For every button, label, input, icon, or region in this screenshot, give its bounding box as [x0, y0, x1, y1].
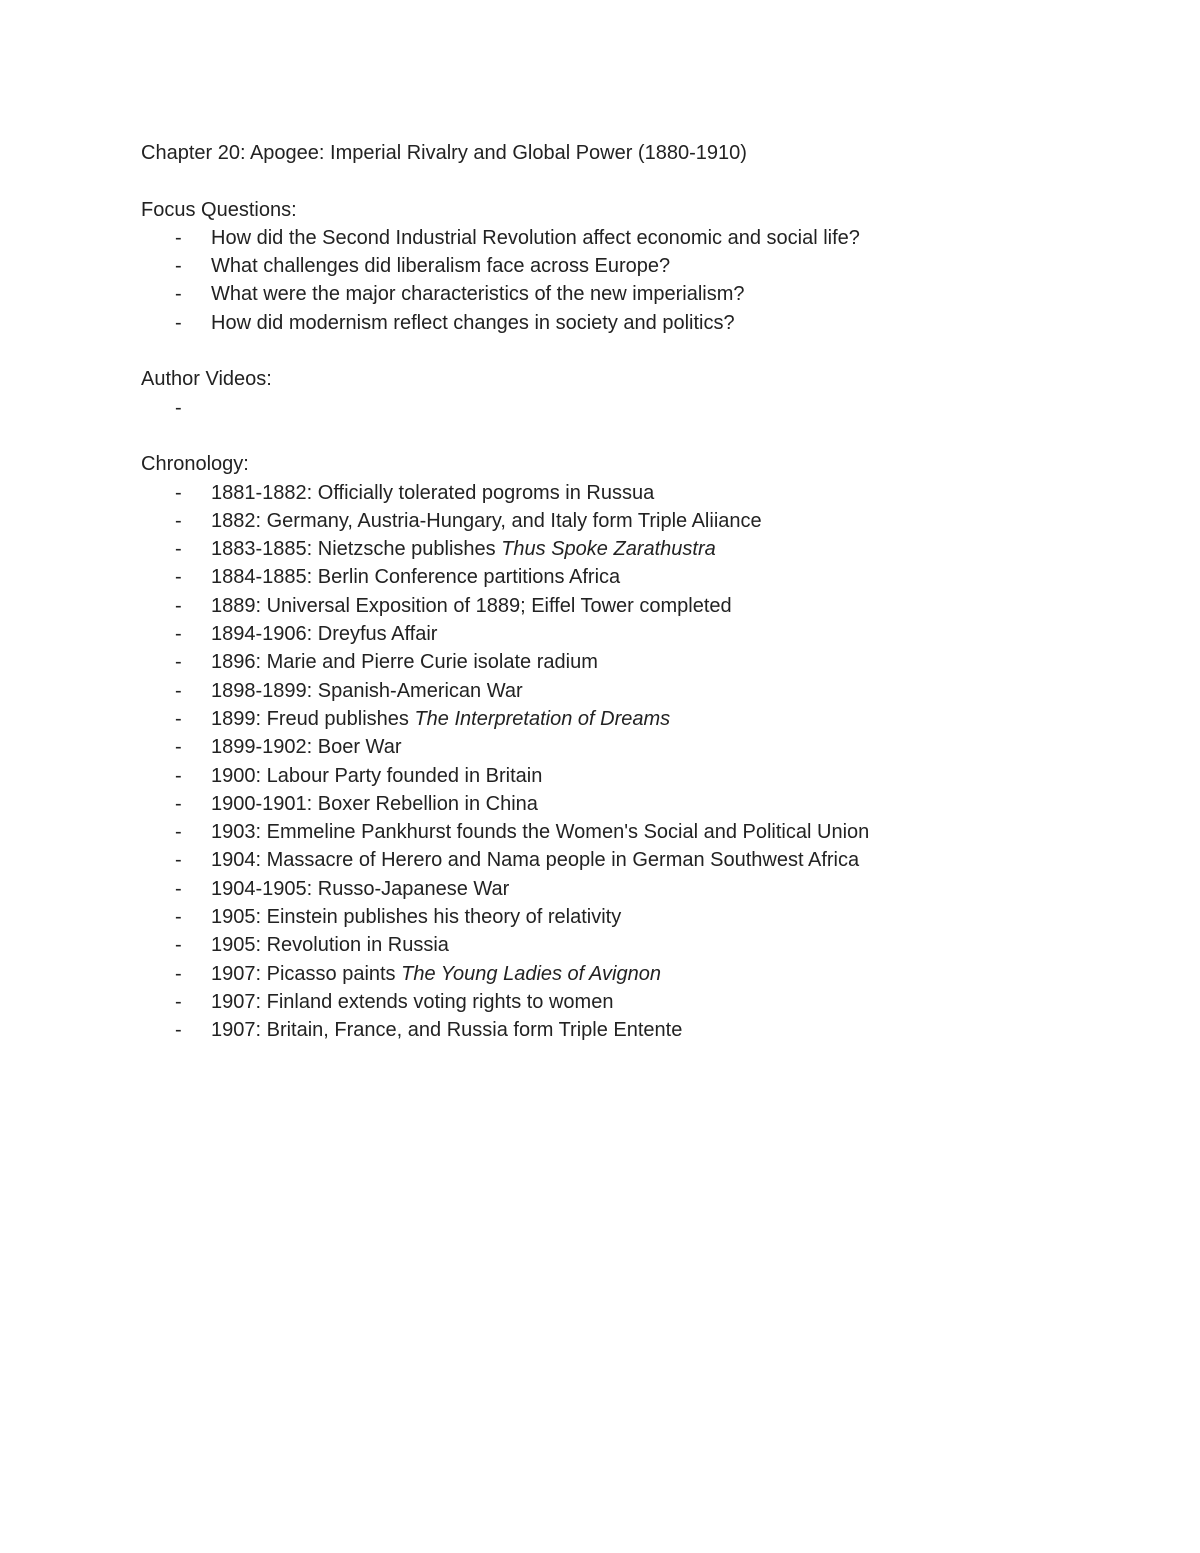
dash-bullet: -	[175, 764, 182, 787]
document-page	[141, 139, 1141, 1045]
list-item	[141, 960, 1141, 988]
dash-bullet: -	[175, 736, 182, 759]
dash-bullet: -	[175, 849, 182, 872]
dash-bullet: -	[175, 623, 182, 646]
list-item	[141, 705, 1141, 733]
chronology-text: 1883-1885: Nietzsche publishes	[211, 538, 502, 561]
chronology-text: 1904: Massacre of Herero and Nama people in German Southwest Africa	[211, 849, 860, 872]
dash-bullet: -	[175, 877, 182, 900]
chronology-work-title: The Young Ladies of Avignon	[401, 962, 661, 985]
chronology-text: 1900: Labour Party founded in Britain	[211, 764, 543, 787]
list-item	[141, 903, 1141, 931]
list-item	[141, 252, 1141, 280]
dash-bullet: -	[175, 679, 182, 702]
chronology-text: 1900-1901: Boxer Rebellion in China	[211, 792, 538, 815]
list-item	[141, 224, 1141, 252]
chronology-text: 1896: Marie and Pierre Curie isolate radium	[211, 651, 598, 674]
dash-bullet: -	[175, 906, 182, 929]
spacer	[141, 422, 1141, 450]
chronology-text: 1884-1885: Berlin Conference partitions Africa	[211, 566, 621, 589]
dash-bullet: -	[175, 311, 182, 334]
focus-question-text: How did the Second Industrial Revolution affect economic and social life?	[211, 226, 860, 249]
dash-bullet: -	[175, 255, 182, 278]
focus-question-text: What challenges did liberalism face across Europe?	[211, 255, 671, 278]
dash-bullet: -	[175, 594, 182, 617]
dash-bullet: -	[175, 396, 182, 419]
list-item	[141, 309, 1141, 337]
dash-bullet: -	[175, 1019, 182, 1042]
list-item	[141, 931, 1141, 959]
chronology-text: 1903: Emmeline Pankhurst founds the Women's Social and Political Union	[211, 821, 870, 844]
list-item	[141, 592, 1141, 620]
chronology-text: 1907: Britain, France, and Russia form Triple Entente	[211, 1019, 683, 1042]
dash-bullet: -	[175, 538, 182, 561]
chronology-text: 1905: Einstein publishes his theory of relativity	[211, 906, 622, 929]
list-item	[141, 762, 1141, 790]
focus-question-text: What were the major characteristics of the new imperialism?	[211, 283, 745, 306]
dash-bullet: -	[175, 226, 182, 249]
chronology-text: 1904-1905: Russo-Japanese War	[211, 877, 510, 900]
dash-bullet: -	[175, 962, 182, 985]
chronology-text: 1894-1906: Dreyfus Affair	[211, 623, 438, 646]
chronology-heading: Chronology:	[141, 453, 249, 476]
chronology-text: 1907: Finland extends voting rights to women	[211, 990, 614, 1013]
list-item	[141, 648, 1141, 676]
list-item	[141, 394, 1141, 422]
list-item	[141, 620, 1141, 648]
dash-bullet: -	[175, 651, 182, 674]
author-videos-list	[141, 394, 1141, 422]
list-item	[141, 790, 1141, 818]
list-item	[141, 1016, 1141, 1044]
chronology-work-title: Thus Spoke Zarathustra	[501, 538, 716, 561]
list-item	[141, 507, 1141, 535]
list-item	[141, 818, 1141, 846]
dash-bullet: -	[175, 509, 182, 532]
dash-bullet: -	[175, 283, 182, 306]
list-item	[141, 677, 1141, 705]
chronology-text: 1907: Picasso paints	[211, 962, 402, 985]
dash-bullet: -	[175, 934, 182, 957]
chronology-text: 1899-1902: Boer War	[211, 736, 402, 759]
chronology-text: 1882: Germany, Austria-Hungary, and Italy form Triple Aliiance	[211, 509, 762, 532]
author-videos-heading: Author Videos:	[141, 368, 272, 391]
dash-bullet: -	[175, 566, 182, 589]
spacer	[141, 167, 1141, 195]
list-item	[141, 479, 1141, 507]
document-title: Chapter 20: Apogee: Imperial Rivalry and Global Power (1880-1910)	[141, 142, 747, 164]
list-item	[141, 846, 1141, 874]
dash-bullet: -	[175, 707, 182, 730]
chronology-list	[141, 479, 1141, 1045]
chronology-text: 1898-1899: Spanish-American War	[211, 679, 523, 702]
chronology-text: 1889: Universal Exposition of 1889; Eiffel Tower completed	[211, 594, 732, 617]
list-item	[141, 563, 1141, 591]
list-item	[141, 535, 1141, 563]
chronology-text: 1899: Freud publishes	[211, 707, 415, 730]
dash-bullet: -	[175, 990, 182, 1013]
focus-questions-heading: Focus Questions:	[141, 198, 297, 221]
chronology-work-title: The Interpretation of Dreams	[414, 707, 671, 730]
dash-bullet: -	[175, 792, 182, 815]
list-item	[141, 875, 1141, 903]
list-item	[141, 733, 1141, 761]
spacer	[141, 337, 1141, 365]
list-item	[141, 280, 1141, 308]
focus-question-text: How did modernism reflect changes in society and politics?	[211, 311, 735, 334]
chronology-text: 1905: Revolution in Russia	[211, 934, 449, 957]
dash-bullet: -	[175, 481, 182, 504]
list-item	[141, 988, 1141, 1016]
focus-questions-list	[141, 224, 1141, 337]
chronology-text: 1881-1882: Officially tolerated pogroms in Russua	[211, 481, 655, 504]
dash-bullet: -	[175, 821, 182, 844]
